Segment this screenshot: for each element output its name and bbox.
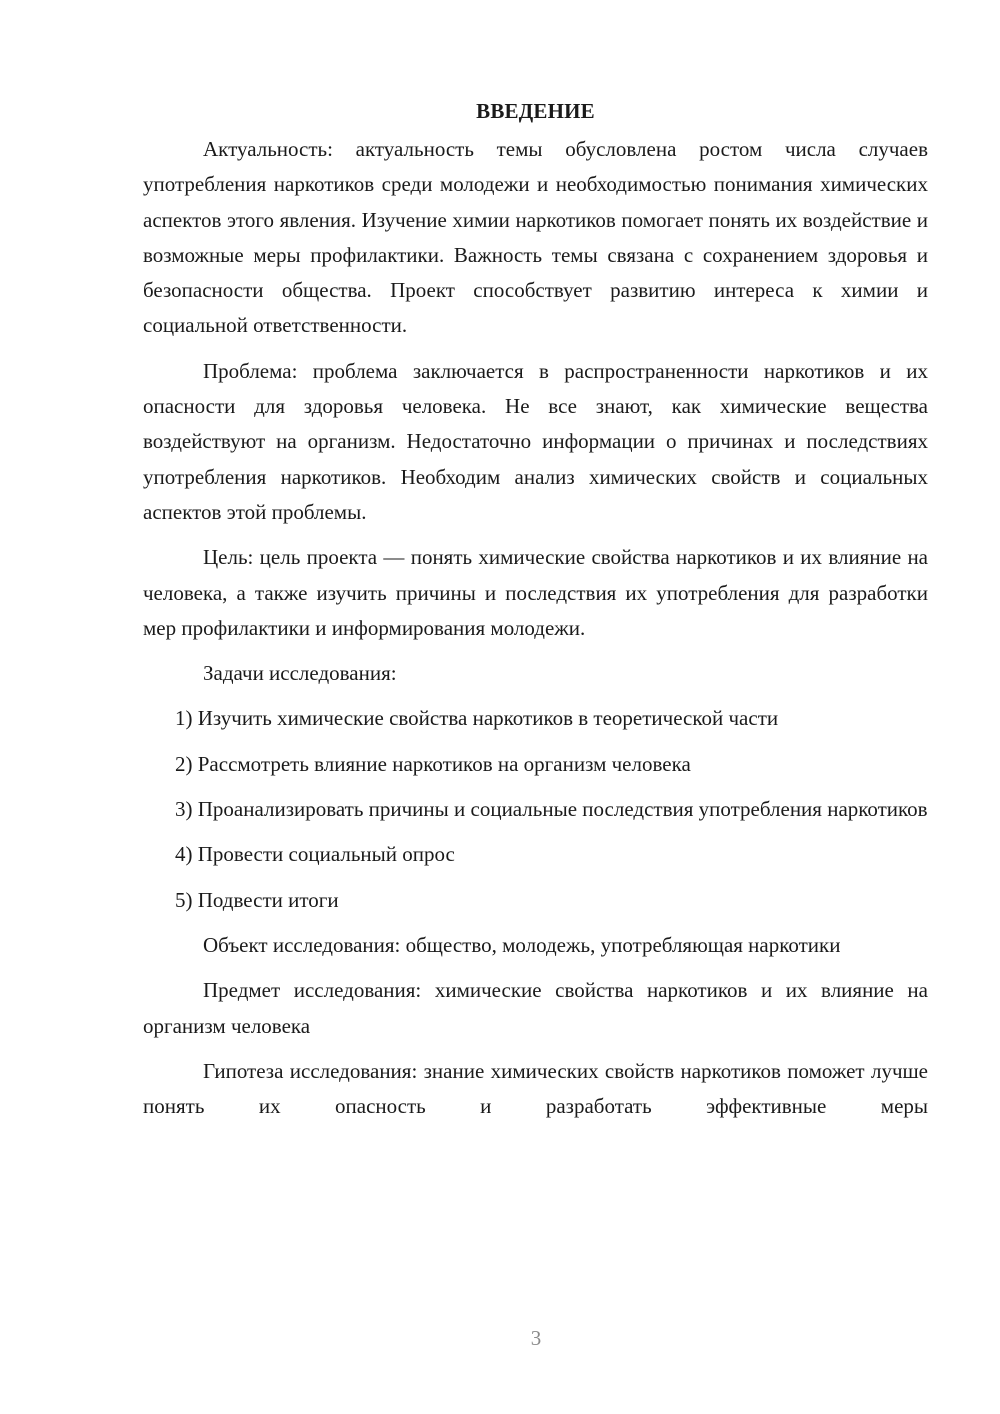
task-item-1: 1) Изучить химические свойства наркотиков в теоретической части: [175, 706, 779, 731]
hypothesis-paragraph: Гипотеза исследования: знание химических свойств наркотиков поможет лучше понять их опасность и разработать эффективные меры: [143, 1058, 928, 1119]
subject-paragraph: Предмет исследования: химические свойства наркотиков и их влияние на организм человека: [143, 978, 928, 1038]
task-item-3: 3) Проанализировать причины и социальные последствия употребления наркотиков: [175, 797, 928, 822]
tasks-title: Задачи исследования:: [203, 661, 397, 686]
section-heading: ВВЕДЕНИЕ: [476, 99, 595, 123]
task-item-4: 4) Провести социальный опрос: [175, 842, 455, 867]
document-page: [143, 96, 928, 1134]
goal-paragraph: Цель: цель проекта — понять химические свойства наркотиков и их влияние на человека, а также изучить причины и последствия их употребления для разработки мер профилактики и информирования молодежи.: [143, 545, 928, 640]
object-paragraph: Объект исследования: общество, молодежь, употребляющая наркотики: [203, 932, 841, 957]
relevance-paragraph: Актуальность: актуальность темы обусловлена ростом числа случаев употребления наркотиков среди молодежи и необходимостью понимания химических аспектов этого явления. Изучение химии наркотиков помогает понять их воздействие и возможные меры профилактики. Важность темы связана с сохранением здоровья и безопасности общества. Проект способствует развитию интереса к химии и социальной ответственности.: [143, 137, 928, 338]
problem-paragraph: Проблема: проблема заключается в распространенности наркотиков и их опасности для здоровья человека. Не все знают, как химические вещества воздействуют на организм. Недостаточно информации о причинах и последствиях употребления наркотиков. Необходим анализ химических свойств и социальных аспектов этой проблемы.: [143, 358, 928, 524]
task-item-2: 2) Рассмотреть влияние наркотиков на организм человека: [175, 751, 691, 776]
page-number: 3: [530, 1326, 542, 1350]
task-item-5: 5) Подвести итоги: [175, 887, 339, 912]
